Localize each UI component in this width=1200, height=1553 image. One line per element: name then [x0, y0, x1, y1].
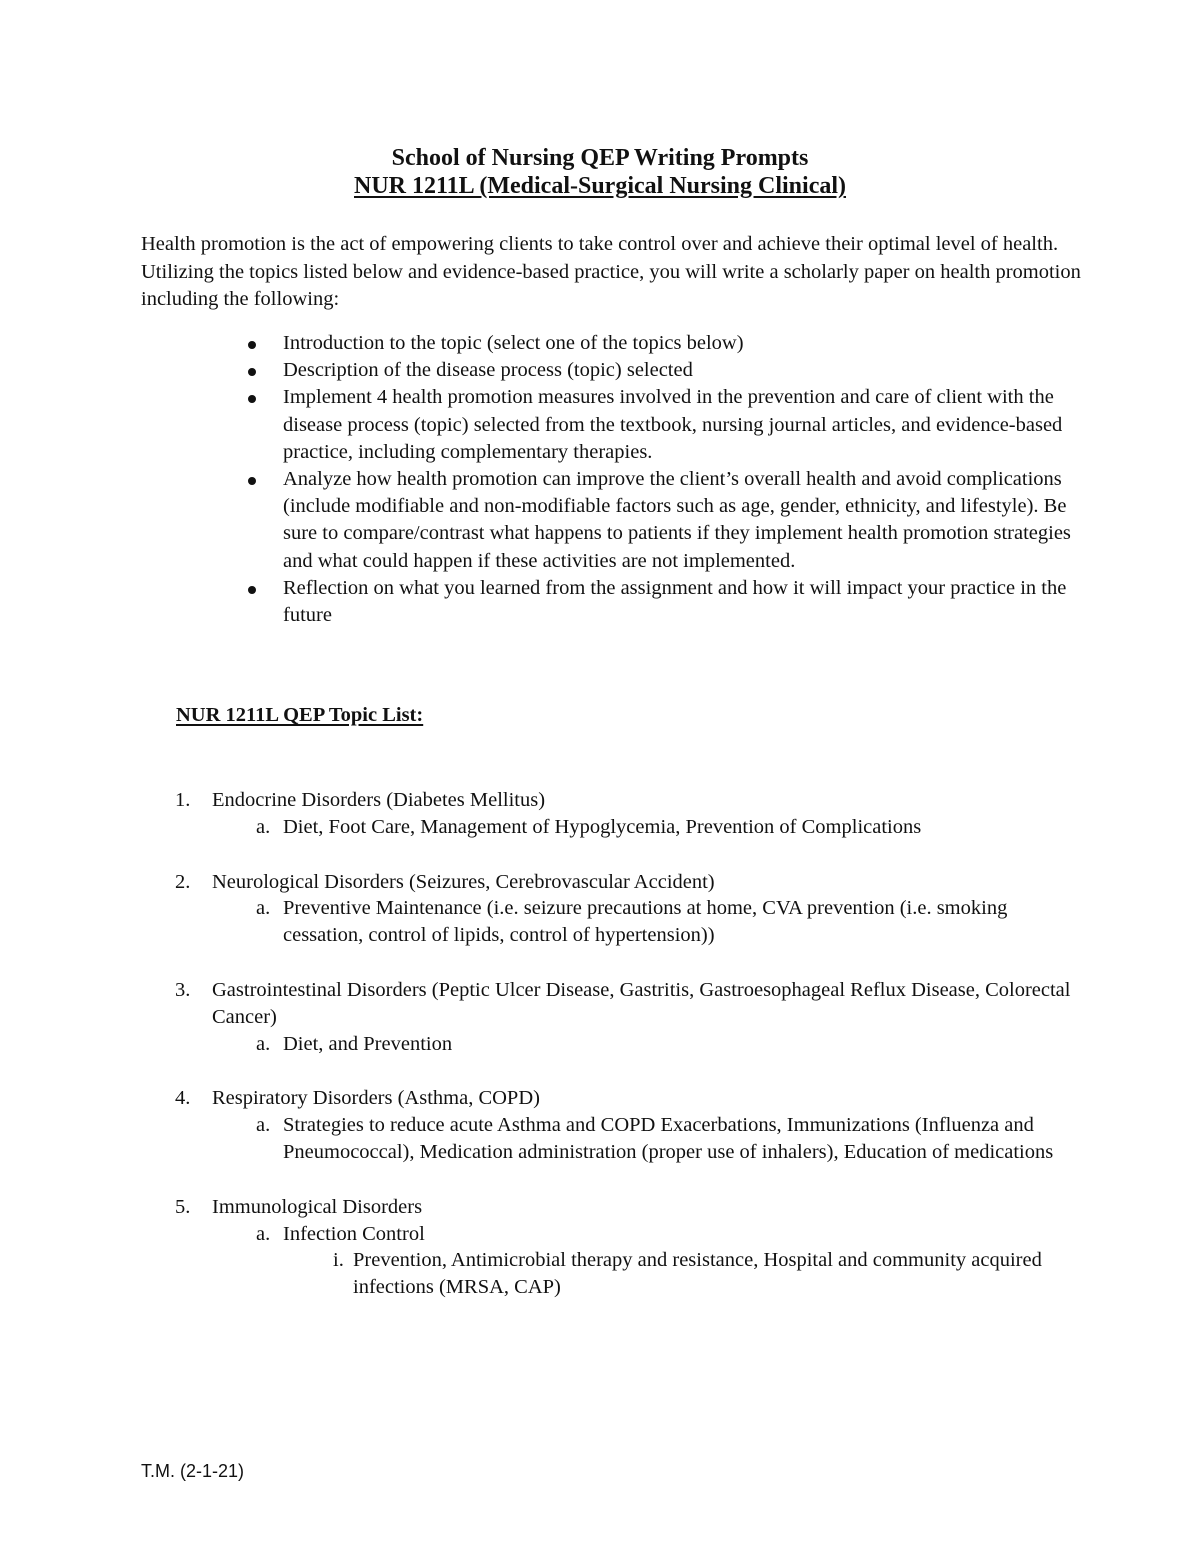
requirement-text: Introduction to the topic (select one of the topics below)	[283, 332, 744, 354]
requirement-item	[283, 575, 1083, 629]
document-subtitle: NUR 1211L (Medical-Surgical Nursing Clinical)	[354, 173, 846, 199]
subitem-letter: a.	[256, 897, 271, 920]
requirement-item	[283, 384, 1083, 466]
bullet-icon	[248, 368, 256, 376]
subitem-letter: a.	[256, 1032, 271, 1055]
topic-label: Endocrine Disorders (Diabetes Mellitus)	[212, 789, 546, 811]
topic-number: 1.	[175, 789, 191, 811]
subitem-text: Diet, Foot Care, Management of Hypoglycemia, Prevention of Complications	[283, 815, 922, 838]
topic-label: Gastrointestinal Disorders (Peptic Ulcer Disease, Gastritis, Gastroesophageal Reflux Disease, Colorectal Cancer)	[212, 978, 1071, 1028]
requirement-item	[283, 466, 1083, 575]
bullet-icon	[248, 586, 256, 594]
topic-subitem	[256, 895, 1092, 949]
subitem-letter: a.	[256, 1114, 271, 1137]
intro-paragraph: Health promotion is the act of empowering clients to take control over and achieve their optimal level of health. Utilizing the topics listed below and evidence-based practice, you will write a scholarly paper on health promotion including the following:	[141, 233, 1081, 310]
topic-label: Neurological Disorders (Seizures, Cerebrovascular Accident)	[212, 870, 715, 893]
subitem-text: Infection Control	[283, 1222, 425, 1245]
requirement-text: Reflection on what you learned from the assignment and how it will impact your practice in the future	[283, 576, 1067, 627]
requirement-item	[283, 330, 1083, 357]
subitem-text: Preventive Maintenance (i.e. seizure precautions at home, CVA prevention (i.e. smoking cessation, control of lipids, control of hypertension))	[283, 897, 1008, 947]
bullet-icon	[248, 395, 256, 403]
topic-subsubitem	[333, 1247, 1092, 1301]
requirement-item	[283, 357, 1083, 384]
requirement-text: Description of the disease process (topic) selected	[283, 359, 693, 382]
topic-number: 4.	[175, 1087, 191, 1110]
topic-label: Respiratory Disorders (Asthma, COPD)	[212, 1087, 540, 1110]
requirements-list	[283, 330, 1083, 629]
topic-item	[175, 787, 1092, 841]
topic-item	[175, 977, 1092, 1057]
document-title: School of Nursing QEP Writing Prompts	[391, 145, 809, 171]
bullet-icon	[248, 477, 256, 485]
topic-subitem	[256, 1031, 1092, 1058]
topic-item	[175, 869, 1092, 949]
requirement-text: Implement 4 health promotion measures involved in the prevention and care of client with the disease process (topic) selected from the textbook, nursing journal articles, and evidence-based practice, including complementary therapies.	[283, 386, 1063, 463]
subitem-letter: a.	[256, 1222, 271, 1245]
topic-number: 3.	[175, 978, 191, 1001]
topic-list-heading: NUR 1211L QEP Topic List:	[176, 704, 424, 726]
subitem-text: Diet, and Prevention	[283, 1032, 453, 1055]
topic-number: 2.	[175, 870, 191, 893]
topic-subitem	[256, 1221, 1092, 1301]
subitem-letter: a.	[256, 815, 271, 838]
topic-item	[175, 1085, 1092, 1165]
topic-label: Immunological Disorders	[212, 1195, 423, 1218]
requirement-text: Analyze how health promotion can improve the client’s overall health and avoid complications (include modifiable and non-modifiable factors such as age, gender, ethnicity, and lifestyle). Be sure to compare/contrast what happens to patients if they implement health promotion strategies and what could happen if these activities are not implemented.	[283, 468, 1071, 572]
bullet-icon	[248, 341, 256, 349]
subitem-text: Strategies to reduce acute Asthma and COPD Exacerbations, Immunizations (Influenza and Pneumococcal), Medication administration (proper use of inhalers), Education of medications	[283, 1114, 1054, 1163]
topic-number: 5.	[175, 1195, 191, 1218]
topic-subitem	[256, 1112, 1092, 1166]
footer-initials-date: T.M. (2-1-21)	[141, 1461, 245, 1481]
topic-item	[175, 1194, 1092, 1301]
topic-list	[175, 787, 1092, 1329]
topic-subitem	[256, 814, 1092, 841]
subsubitem-text: Prevention, Antimicrobial therapy and resistance, Hospital and community acquired infections (MRSA, CAP)	[353, 1249, 1042, 1299]
subsubitem-numeral: i.	[333, 1249, 344, 1272]
